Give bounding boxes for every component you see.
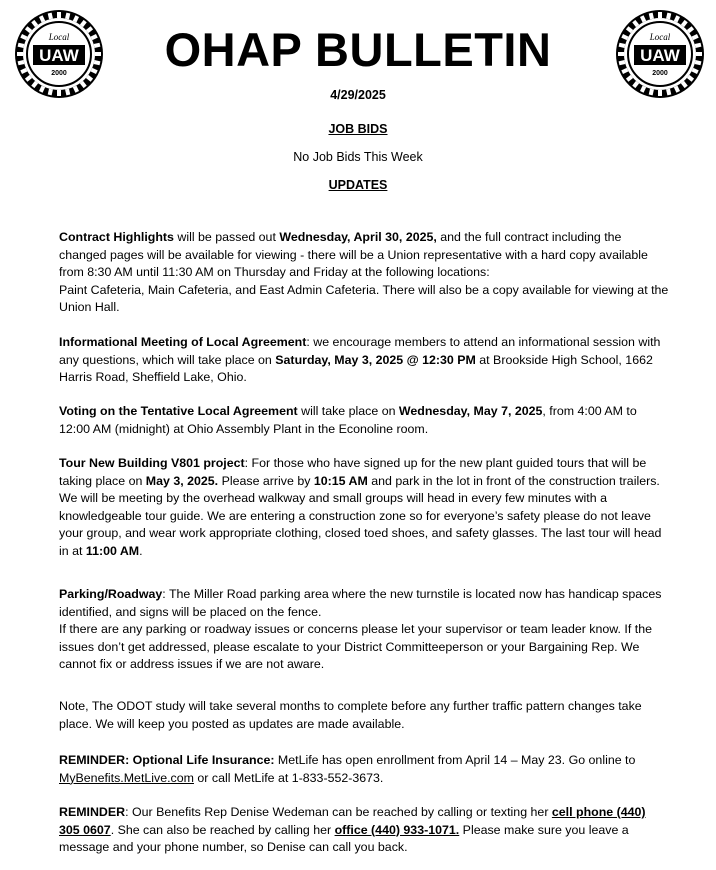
life-insurance-paragraph: REMINDER: Optional Life Insurance: MetLife has open enrollment from April 14 – May 23. Go online to MyBenefits.MetLive.com or call MetLife at 1-833-552-3673.: [59, 753, 636, 785]
bulletin-date: 4/29/2025: [330, 88, 386, 102]
parking-paragraph: Parking/Roadway: The Miller Road parking area where the new turnstile is located now has handicap spaces identified, and signs will be placed on the fence. If there are any parking or roadway issues or concerns please let your supervisor or team leader know. If the issues don’t get addressed, please escalate to your District Committeeperson or your Bargaining Rep. We cannot fix or address issues if we are not aware.: [59, 587, 662, 672]
logo-local-text: Local: [48, 32, 70, 42]
logo-uaw-text: UAW: [39, 46, 79, 65]
logo-number-text: 2000: [652, 70, 668, 77]
metlife-link[interactable]: MyBenefits.MetLive.com: [59, 770, 194, 785]
updates-heading: UPDATES: [328, 178, 388, 192]
informational-meeting-paragraph: Informational Meeting of Local Agreement: we encourage members to attend an informational session with any questions, which will take place on Saturday, May 3, 2025 @ 12:30 PM at Brookside High School, 1662 Harris Road, Sheffield Lake, Ohio.: [59, 335, 661, 385]
office-phone-number: office (440) 933-1071.: [334, 822, 460, 837]
contract-highlights-paragraph: Contract Highlights will be passed out Wednesday, April 30, 2025, and the full contract including the changed pages will be available for viewing - there will be a Union representative with a hard copy available from 8:30 AM until 11:30 AM on Thursday and Friday at the following locations: Paint Cafeteria, Main Cafeteria, and East Admin Cafeteria. There will also be a copy available for viewing at the Union Hall.: [59, 230, 669, 315]
benefits-rep-paragraph: REMINDER: Our Benefits Rep Denise Wedeman can be reached by calling or texting her cell phone (440) 305 0607. She can also be reached by calling her office (440) 933-1071. Please make sure you leave a message and your phone number, so Denise can call you back.: [59, 805, 646, 855]
tour-paragraph: Tour New Building V801 project: For those who have signed up for the new plant guided tours that will be taking place on May 3, 2025. Please arrive by 10:15 AM and park in the lot in front of the construction trailers. We will be meeting by the overhead walkway and small groups will head in every few minutes with a knowledgeable tour guide. We are entering a construction zone so for everyone’s safety please do not leave your group, and wear work appropriate clothing, closed toed shoes, and safety glasses. The last tour will head in at 11:00 AM.: [59, 456, 662, 558]
odot-note-paragraph: Note, The ODOT study will take several months to complete before any further traffic pattern changes take place. We will keep you posted as updates are made available.: [59, 699, 642, 731]
logo-local-text: Local: [649, 32, 671, 42]
bulletin-title: OHAP BULLETIN: [164, 23, 552, 76]
voting-paragraph: Voting on the Tentative Local Agreement will take place on Wednesday, May 7, 2025, from 4:00 AM to 12:00 AM (midnight) at Ohio Assembly Plant in the Econoline room.: [59, 404, 637, 436]
cell-phone-number: cell phone (440) 305 0607: [59, 805, 646, 837]
logo-uaw-text: UAW: [640, 46, 680, 65]
job-bids-text: No Job Bids This Week: [293, 150, 423, 164]
logo-number-text: 2000: [51, 70, 67, 77]
job-bids-heading: JOB BIDS: [328, 122, 388, 136]
